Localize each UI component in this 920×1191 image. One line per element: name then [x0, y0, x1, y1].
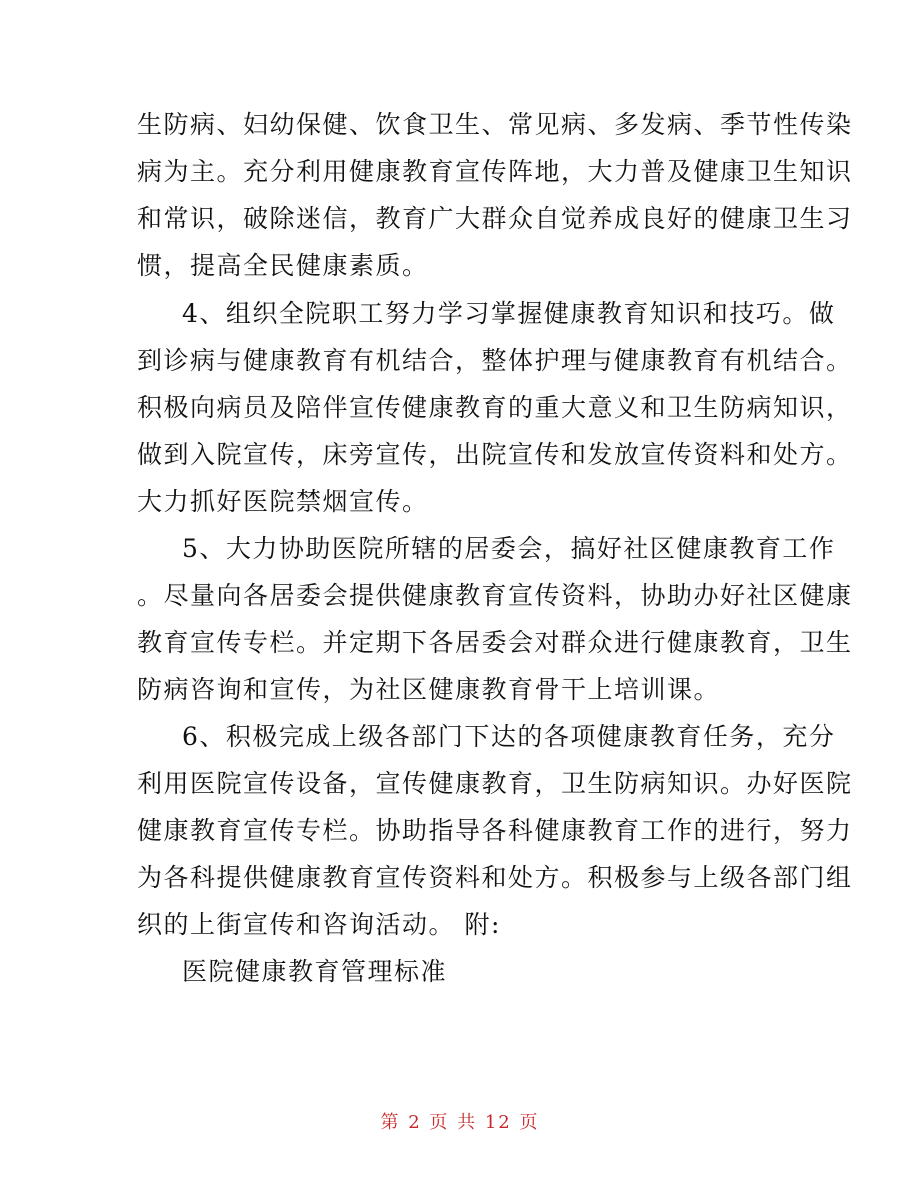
text-line-2: 病为主。充分利用健康教育宣传阵地，大力普及健康卫生知识	[137, 157, 853, 186]
text-line-9: 大力抓好医院禁烟宣传。	[137, 487, 429, 516]
text-line-18: 织的上街宣传和咨询活动。 附:	[137, 910, 501, 939]
text-line-4: 惯，提高全民健康素质。	[137, 251, 429, 280]
text-line-10: 5、大力协助医院所辖的居委会，搞好社区健康教育工作	[182, 534, 836, 563]
text-line-5: 4、组织全院职工努力学习掌握健康教育知识和技巧。做	[182, 299, 836, 328]
text-line-15: 利用医院宣传设备，宣传健康教育，卫生防病知识。办好医院	[137, 769, 853, 798]
text-line-11: 。尽量向各居委会提供健康教育宣传资料，协助办好社区健康	[137, 581, 853, 610]
text-line-12: 教育宣传专栏。并定期下各居委会对群众进行健康教育，卫生	[137, 628, 853, 657]
text-line-17: 为各科提供健康教育宣传资料和处方。积极参与上级各部门组	[137, 863, 853, 892]
appendix-title: 医院健康教育管理标准	[182, 957, 448, 986]
text-line-14: 6、积极完成上级各部门下达的各项健康教育任务，充分	[182, 722, 836, 751]
text-line-3: 和常识，破除迷信，教育广大群众自觉养成良好的健康卫生习	[137, 204, 853, 233]
text-line-16: 健康教育宣传专栏。协助指导各科健康教育工作的进行，努力	[137, 816, 853, 845]
page-footer: 第 2 页 共 12 页	[380, 1112, 540, 1133]
text-line-7: 积极向病员及陪伴宣传健康教育的重大意义和卫生防病知识，	[137, 393, 853, 422]
text-line-8: 做到入院宣传，床旁宣传，出院宣传和发放宣传资料和处方。	[137, 440, 853, 469]
text-line-13: 防病咨询和宣传，为社区健康教育骨干上培训课。	[137, 675, 721, 704]
text-line-1: 生防病、妇幼保健、饮食卫生、常见病、多发病、季节性传染	[137, 110, 853, 139]
text-line-6: 到诊病与健康教育有机结合，整体护理与健康教育有机结合。	[137, 346, 853, 375]
